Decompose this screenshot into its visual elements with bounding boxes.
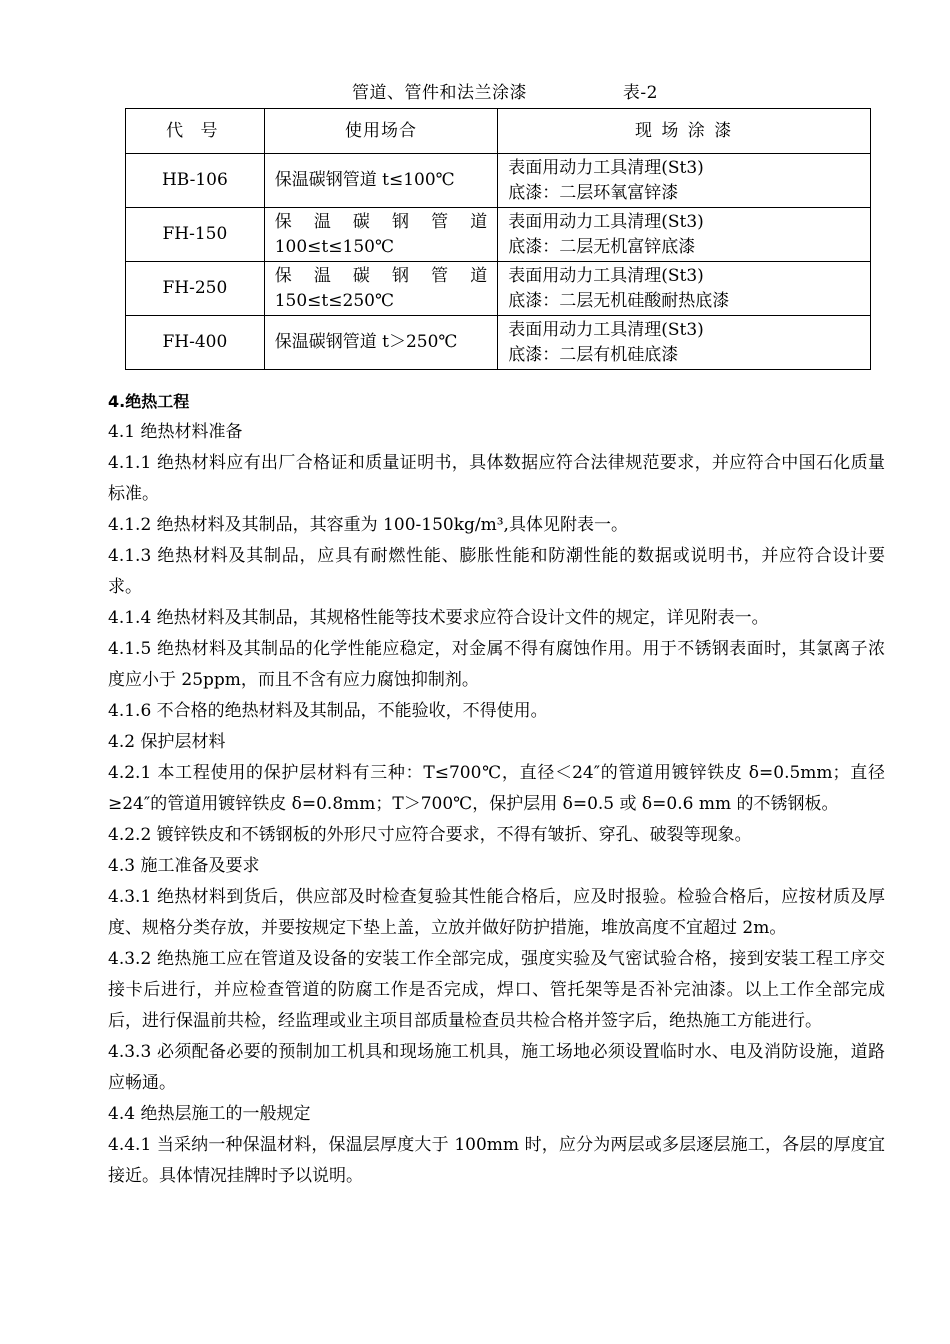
paint-line-1: 表面用动力工具清理(St3) [508,211,704,232]
paragraph: 4.1.2 绝热材料及其制品，其容重为 100-150kg/m³,具体见附表一。 [108,515,628,535]
paragraph: 4.3 施工准备及要求 [108,856,260,876]
usage-range: 100≤t≤150℃ [274,236,394,257]
cell-code: HB-106 [126,154,265,208]
paint-line-1: 表面用动力工具清理(St3) [508,319,704,340]
usage-text: 保温碳钢管道 t＞250℃ [274,332,458,352]
cell-paint [498,154,871,208]
paragraph: 4.1.6 不合格的绝热材料及其制品，不能验收，不得使用。 [108,701,548,721]
cell-code: FH-250 [126,262,265,316]
paint-line-1: 表面用动力工具清理(St3) [508,157,704,178]
cell-usage [264,316,498,370]
table-row [126,208,871,262]
paint-line-2: 底漆：二层无机富锌底漆 [508,236,696,257]
table-row [126,316,871,370]
section-heading: 4.绝热工程 [108,392,190,411]
cell-usage [264,208,498,262]
paint-line-1: 表面用动力工具清理(St3) [508,265,704,286]
section-body [108,386,885,1192]
paragraph: 4.1.4 绝热材料及其制品，其规格性能等技术要求应符合设计文件的规定，详见附表一。 [108,608,769,628]
paint-line-2: 底漆：二层环氧富锌漆 [508,182,679,203]
cell-usage [264,262,498,316]
paragraph: 4.1.3 绝热材料及其制品，应具有耐燃性能、膨胀性能和防潮性能的数据或说明书，并应符合设计要求。 [108,546,885,597]
paragraph: 4.2.2 镀锌铁皮和不锈钢板的外形尺寸应符合要求，不得有皱折、穿孔、破裂等现象。 [108,825,752,845]
cell-paint [498,316,871,370]
table-row [126,262,871,316]
cell-paint [498,208,871,262]
header-paint: 现 场 涂 漆 [498,109,871,154]
table-caption [0,78,950,103]
paint-line-2: 底漆：二层有机硅底漆 [508,344,679,365]
cell-code: FH-150 [126,208,265,262]
cell-code: FH-400 [126,316,265,370]
paragraph: 4.4 绝热层施工的一般规定 [108,1104,311,1124]
paragraph: 4.3.1 绝热材料到货后，供应部及时检查复验其性能合格后，应及时报验。检验合格后，应按材质及厚度、规格分类存放，并要按规定下垫上盖，立放并做好防护措施，堆放高度不宜超过 2m。 [108,887,885,938]
paragraph: 4.1 绝热材料准备 [108,422,243,442]
paragraph: 4.1.1 绝热材料应有出厂合格证和质量证明书，具体数据应符合法律规范要求，并应符合中国石化质量标准。 [108,453,885,504]
usage-text: 保 温 碳 钢 管 道 [274,211,488,232]
table-number: 表-2 [622,83,658,103]
paragraph: 4.2 保护层材料 [108,732,226,752]
paragraph: 4.3.3 必须配备必要的预制加工机具和现场施工机具，施工场地必须设置临时水、电及消防设施，道路应畅通。 [108,1042,885,1093]
table-row [126,154,871,208]
usage-range: 150≤t≤250℃ [274,290,394,311]
header-usage: 使用场合 [264,109,498,154]
paint-table [125,108,871,370]
paragraph: 4.3.2 绝热施工应在管道及设备的安装工作全部完成，强度实验及气密试验合格，接到安装工程工序交接卡后进行，并应检查管道的防腐工作是否完成，焊口、管托架等是否补完油漆。以上工作全部完成后，进行保温前共检，经监理或业主项目部质量检查员共检合格并签字后，绝热施工方能进行。 [108,949,885,1031]
paragraph: 4.2.1 本工程使用的保护层材料有三种：T≤700℃，直径＜24″的管道用镀锌铁皮 δ=0.5mm；直径≥24″的管道用镀锌铁皮 δ=0.8mm；T＞700℃，保护层用 δ=0.5 或 δ=0.6 mm 的不锈钢板。 [108,763,885,814]
header-code: 代 号 [126,109,265,154]
paragraph: 4.1.5 绝热材料及其制品的化学性能应稳定，对金属不得有腐蚀作用。用于不锈钢表面时，其氯离子浓度应小于 25ppm，而且不含有应力腐蚀抑制剂。 [108,639,885,690]
table-header-row [126,109,871,154]
usage-text: 保温碳钢管道 t≤100℃ [274,170,455,190]
paragraph: 4.4.1 当采纳一种保温材料，保温层厚度大于 100mm 时，应分为两层或多层逐层施工，各层的厚度宜接近。具体情况挂牌时予以说明。 [108,1135,885,1186]
cell-paint [498,262,871,316]
paint-line-2: 底漆：二层无机硅酸耐热底漆 [508,290,730,311]
table-title: 管道、管件和法兰涂漆 [352,83,528,103]
cell-usage [264,154,498,208]
usage-text: 保 温 碳 钢 管 道 [274,265,488,286]
